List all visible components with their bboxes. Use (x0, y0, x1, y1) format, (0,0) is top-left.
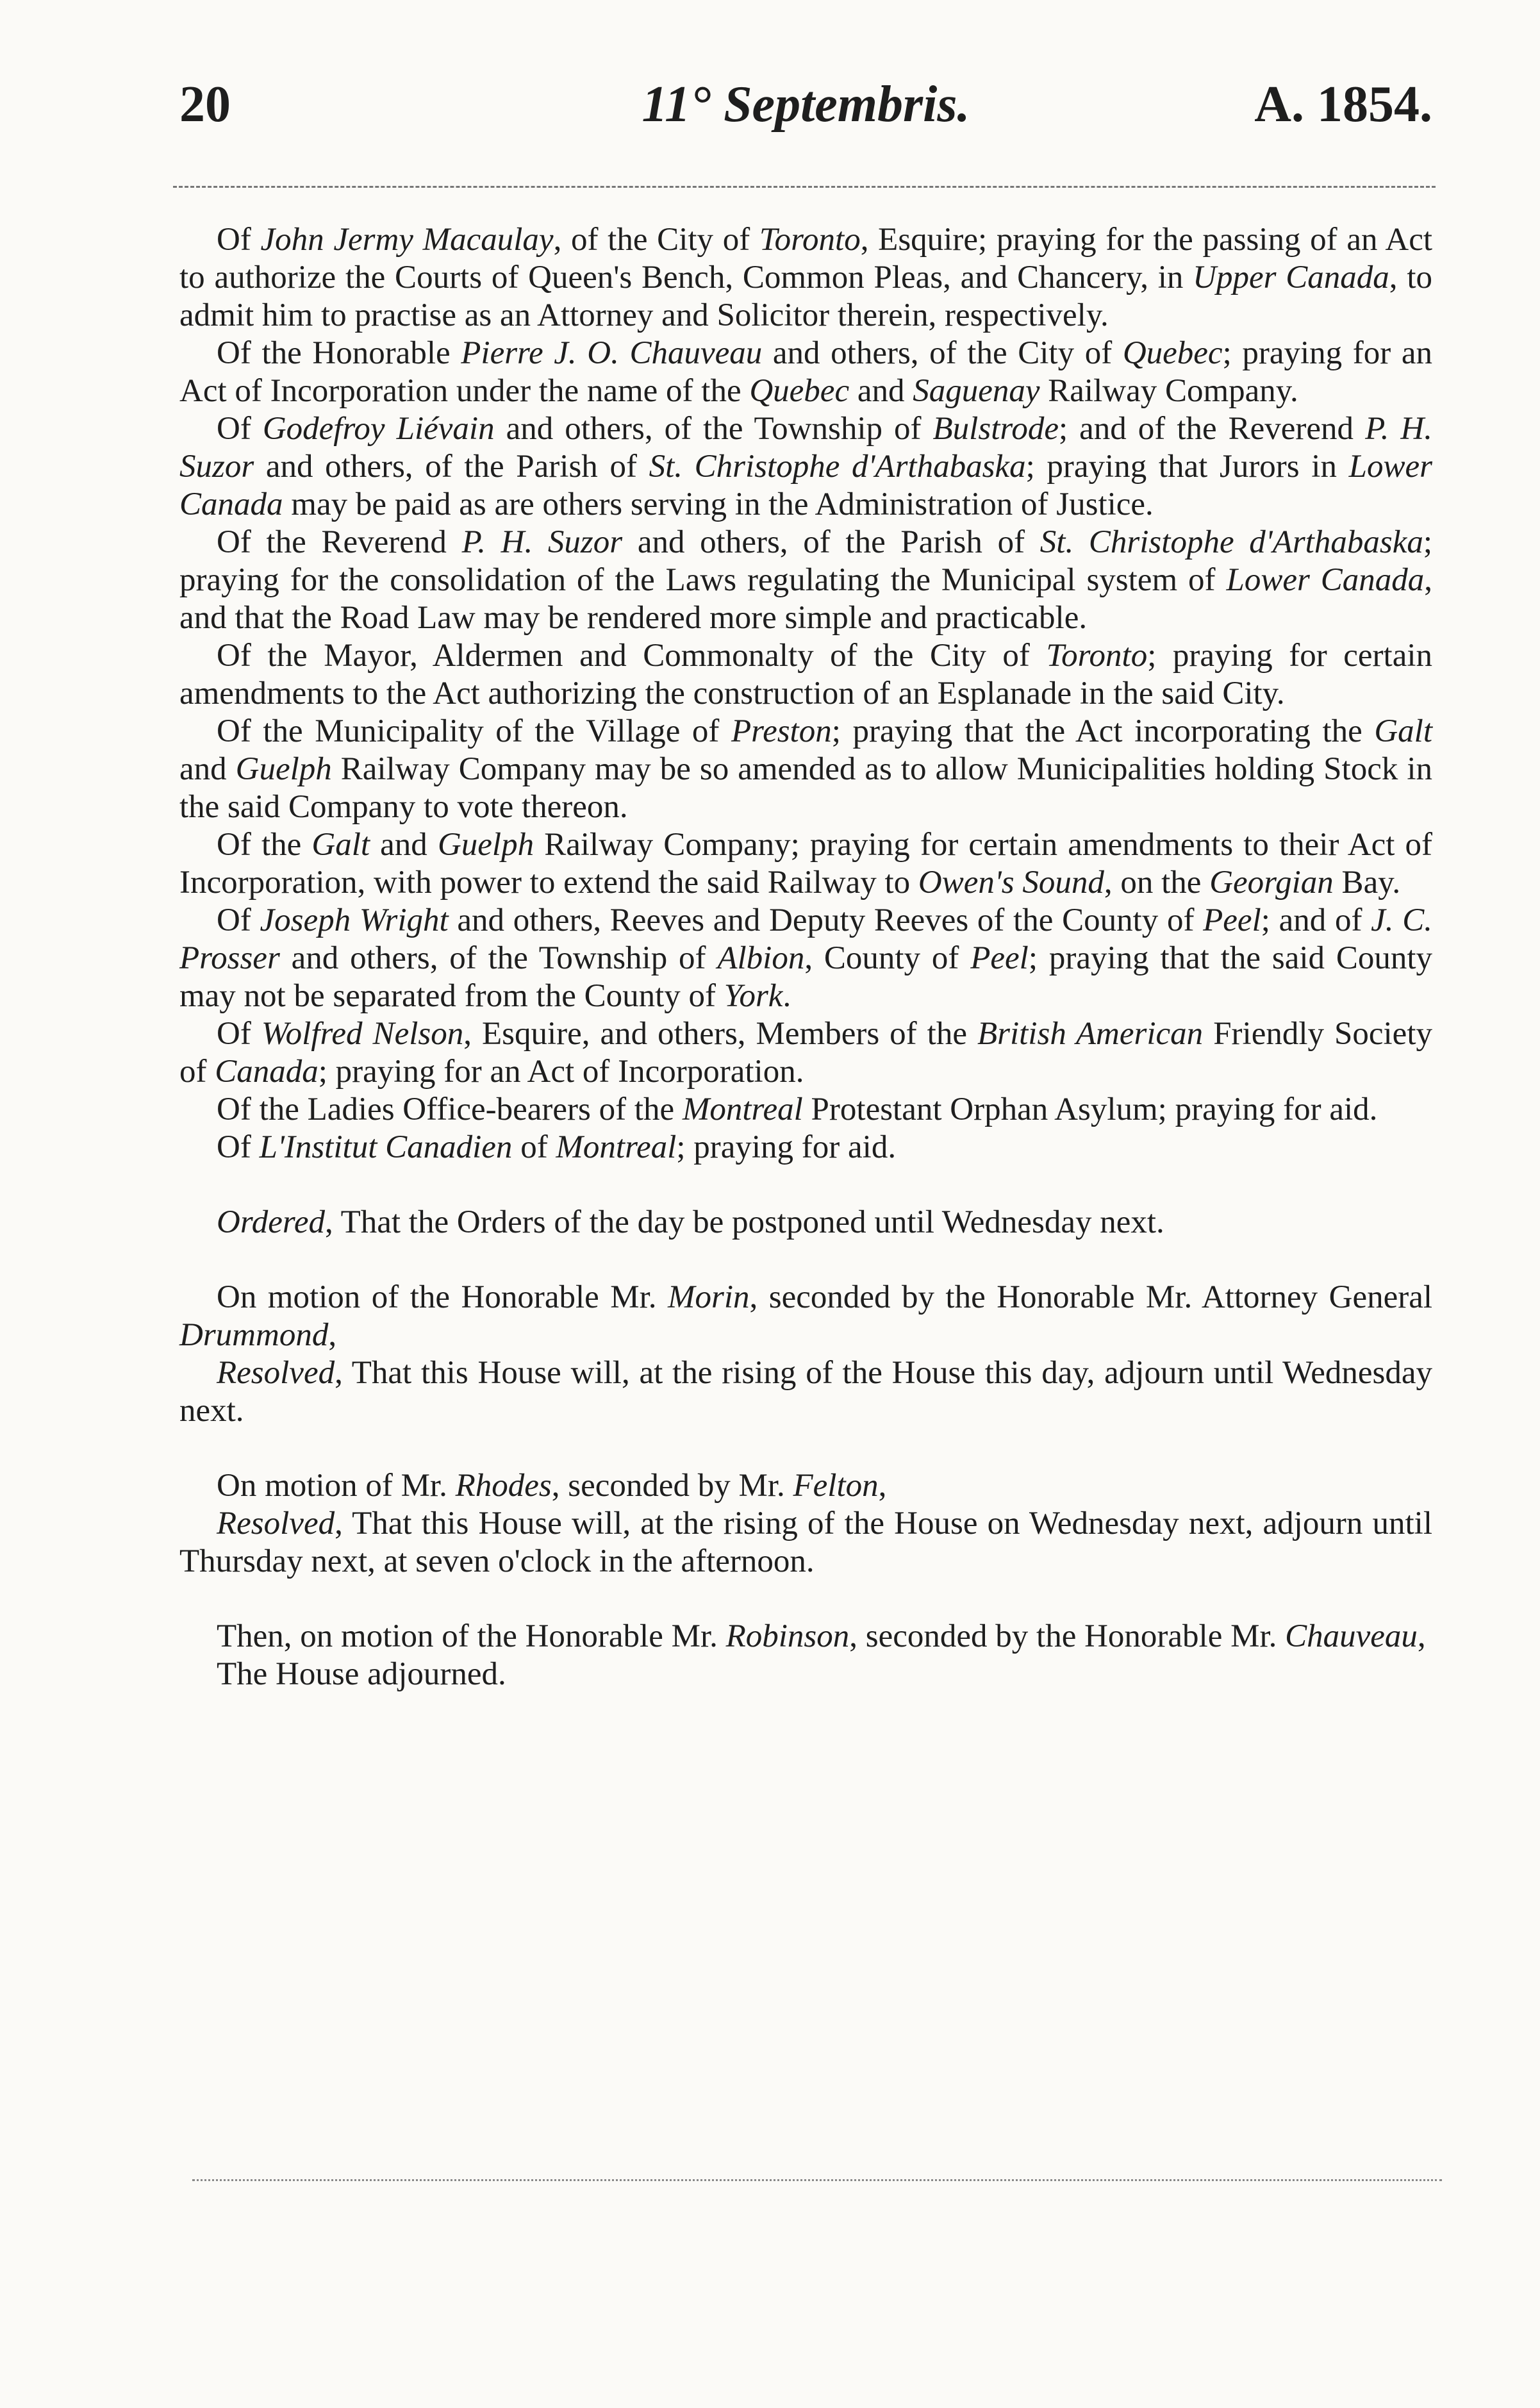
text-run: and others, of the Parish of (254, 449, 649, 485)
text-run: Of the Ladies Office-bearers of the (217, 1092, 683, 1127)
italic-run: P. H. Suzor (179, 411, 1433, 485)
proceeding-paragraph (179, 1354, 1432, 1430)
italic-run: Resolved (217, 1355, 335, 1391)
italic-run: Wolfred Nelson (261, 1016, 464, 1052)
text-run: , (328, 1317, 337, 1353)
petition-paragraph (179, 637, 1432, 713)
proceeding-paragraph (179, 1279, 1432, 1354)
italic-run: Peel (1203, 902, 1261, 938)
text-run: , on the (1104, 865, 1210, 901)
italic-run: Chauveau (1285, 1618, 1418, 1654)
petition-paragraph (179, 410, 1432, 524)
document-body (179, 221, 1432, 1693)
proceeding-paragraph (179, 1505, 1432, 1581)
proceeding-paragraph (179, 1618, 1432, 1656)
text-run: ; praying for an Act of Incorporation. (318, 1054, 804, 1090)
text-run: , That this House will, at the rising of the House on Wednesday next, adjourn until Thursday next, at seven o'clock in the afternoon. (179, 1506, 1432, 1579)
proceeding-paragraph (179, 1656, 1432, 1693)
text-run: ; praying for aid. (676, 1129, 897, 1165)
text-run: On motion of Mr. (217, 1468, 456, 1504)
text-run: , That this House will, at the rising of the House this day, adjourn until Wednesday next. (179, 1355, 1432, 1429)
italic-run: St. Christophe d'Arthabaska (649, 449, 1026, 485)
italic-run: Drummond (179, 1317, 329, 1353)
italic-run: J. C. Prosser (179, 902, 1432, 976)
text-run: , That the Orders of the day be postponed until Wednesday next. (325, 1204, 1164, 1240)
text-run: Bay. (1333, 865, 1401, 901)
text-run: Of the Municipality of the Village of (217, 713, 731, 749)
italic-run: Pierre J. O. Chauveau (461, 335, 763, 371)
italic-run: Owen's Sound (918, 865, 1104, 901)
text-run: and others, of the City of (762, 335, 1123, 371)
italic-run: St. Christophe d'Arthabaska (1039, 524, 1423, 560)
text-run: and others, of the Township of (279, 940, 718, 976)
page-header (179, 76, 1432, 153)
italic-run: Godefroy Liévain (262, 411, 495, 447)
footer-rule (192, 2179, 1442, 2181)
text-run: Friendly Society of (179, 1016, 1432, 1090)
header-year: A. 1854. (1254, 76, 1432, 133)
italic-run: Montreal (682, 1092, 803, 1127)
petition-paragraph (179, 713, 1432, 826)
italic-run: Galt (1374, 713, 1432, 749)
italic-run: Quebec (749, 373, 850, 409)
text-run: and others, of the Township of (494, 411, 933, 447)
italic-run: Peel (970, 940, 1029, 976)
text-run: Of the Reverend (217, 524, 462, 560)
text-run: ; praying that the Act incorporating the (831, 713, 1375, 749)
italic-run: Saguenay (913, 373, 1040, 409)
text-run: , County of (804, 940, 971, 976)
petition-paragraph (179, 1129, 1432, 1167)
text-run: , Esquire, and others, Members of the (463, 1016, 977, 1052)
text-run: ; praying that Jurors in (1025, 449, 1349, 485)
text-run: and others, of the Parish of (622, 524, 1040, 560)
petition-paragraph (179, 1015, 1432, 1091)
text-run: Of (217, 902, 260, 938)
proceeding-paragraph (179, 1204, 1432, 1241)
text-run: Of the Mayor, Aldermen and Commonalty of the City of (217, 638, 1047, 674)
text-run: , seconded by the Honorable Mr. (849, 1618, 1286, 1654)
italic-run: Toronto (1046, 638, 1148, 674)
header-rule (173, 186, 1436, 188)
text-run: , seconded by the Honorable Mr. Attorney General (749, 1279, 1433, 1315)
text-run: ; and of the Reverend (1058, 411, 1366, 447)
text-run: Protestant Orphan Asylum; praying for aid. (802, 1092, 1378, 1127)
italic-run: Preston (731, 713, 832, 749)
italic-run: Georgian (1209, 865, 1334, 901)
text-run: and (849, 373, 913, 409)
text-run: and (370, 827, 438, 863)
proceedings-list (179, 1204, 1432, 1693)
italic-run: L'Institut Canadien (259, 1129, 513, 1165)
italic-run: John Jermy Macaulay (260, 222, 554, 258)
italic-run: Lower Canada (179, 449, 1432, 522)
text-run: Of (217, 1129, 260, 1165)
petition-paragraph (179, 335, 1432, 410)
text-run: Of (217, 222, 261, 258)
text-run: , seconded by Mr. (551, 1468, 793, 1504)
italic-run: Quebec (1122, 335, 1223, 371)
text-run: ; praying for certain amendments to the Act authorizing the construction of an Esplanade in the said City. (179, 638, 1432, 711)
italic-run: British American (977, 1016, 1204, 1052)
text-run: Railway Company. (1039, 373, 1298, 409)
italic-run: Bulstrode (932, 411, 1059, 447)
italic-run: Rhodes (455, 1468, 552, 1504)
italic-run: Guelph (235, 751, 332, 787)
italic-run: Resolved (217, 1506, 335, 1541)
text-run: , (878, 1468, 887, 1504)
italic-run: P. H. Suzor (461, 524, 623, 560)
petition-paragraph (179, 902, 1432, 1015)
text-run: ; praying that the said County may not be separated from the County of (179, 940, 1433, 1014)
text-run: and (179, 751, 236, 787)
text-run: of (512, 1129, 556, 1165)
italic-run: Felton (793, 1468, 879, 1504)
text-run: ; praying for the consolidation of the Laws regulating the Municipal system of (179, 524, 1433, 598)
italic-run: Lower Canada (1226, 562, 1425, 598)
italic-run: Galt (311, 827, 370, 863)
text-run: . (782, 978, 791, 1014)
text-run: Of (217, 1016, 261, 1052)
italic-run: York (724, 978, 783, 1014)
text-run: , (1417, 1618, 1426, 1654)
text-run: ; praying for an Act of Incorporation under the name of the (179, 335, 1432, 409)
text-run: , Esquire; praying for the passing of an Act to authorize the Courts of Queen's Bench, Common Pleas, and Chancery, in (179, 222, 1432, 295)
text-run: and others, Reeves and Deputy Reeves of the County of (448, 902, 1204, 938)
page-number: 20 (179, 76, 231, 133)
text-run: ; and of (1261, 902, 1371, 938)
italic-run: Ordered (217, 1204, 326, 1240)
text-run: may be paid as are others serving in the Administration of Justice. (283, 486, 1154, 522)
text-run: Railway Company; praying for certain amendments to their Act of Incorporation, with power to extend the said Railway to (179, 827, 1433, 901)
text-run: , and that the Road Law may be rendered more simple and practicable. (179, 562, 1432, 636)
text-run: Railway Company may be so amended as to allow Municipalities holding Stock in the said Company to vote thereon. (179, 751, 1432, 825)
text-run: Of the (217, 827, 312, 863)
italic-run: Guelph (437, 827, 534, 863)
text-run: On motion of the Honorable Mr. (217, 1279, 668, 1315)
text-run: Of the Honorable (217, 335, 461, 371)
italic-run: Albion (717, 940, 805, 976)
italic-run: Toronto (759, 222, 861, 258)
italic-run: Upper Canada (1193, 260, 1389, 295)
text-run: Of (217, 411, 263, 447)
petition-paragraph (179, 826, 1432, 902)
italic-run: Robinson (725, 1618, 850, 1654)
italic-run: Canada (215, 1054, 319, 1090)
text-run: , of the City of (553, 222, 759, 258)
text-run: The House adjourned. (217, 1656, 506, 1692)
proceeding-paragraph (179, 1467, 1432, 1505)
petition-paragraph (179, 221, 1432, 335)
text-run: Then, on motion of the Honorable Mr. (217, 1618, 726, 1654)
italic-run: Joseph Wright (260, 902, 449, 938)
petition-paragraph (179, 1091, 1432, 1129)
text-run: , to admit him to practise as an Attorney and Solicitor therein, respectively. (179, 260, 1432, 333)
header-date: 11° Septembris. (642, 76, 970, 133)
italic-run: Montreal (556, 1129, 677, 1165)
petition-paragraph (179, 524, 1432, 637)
italic-run: Morin (668, 1279, 750, 1315)
petitions-list (179, 221, 1432, 1167)
